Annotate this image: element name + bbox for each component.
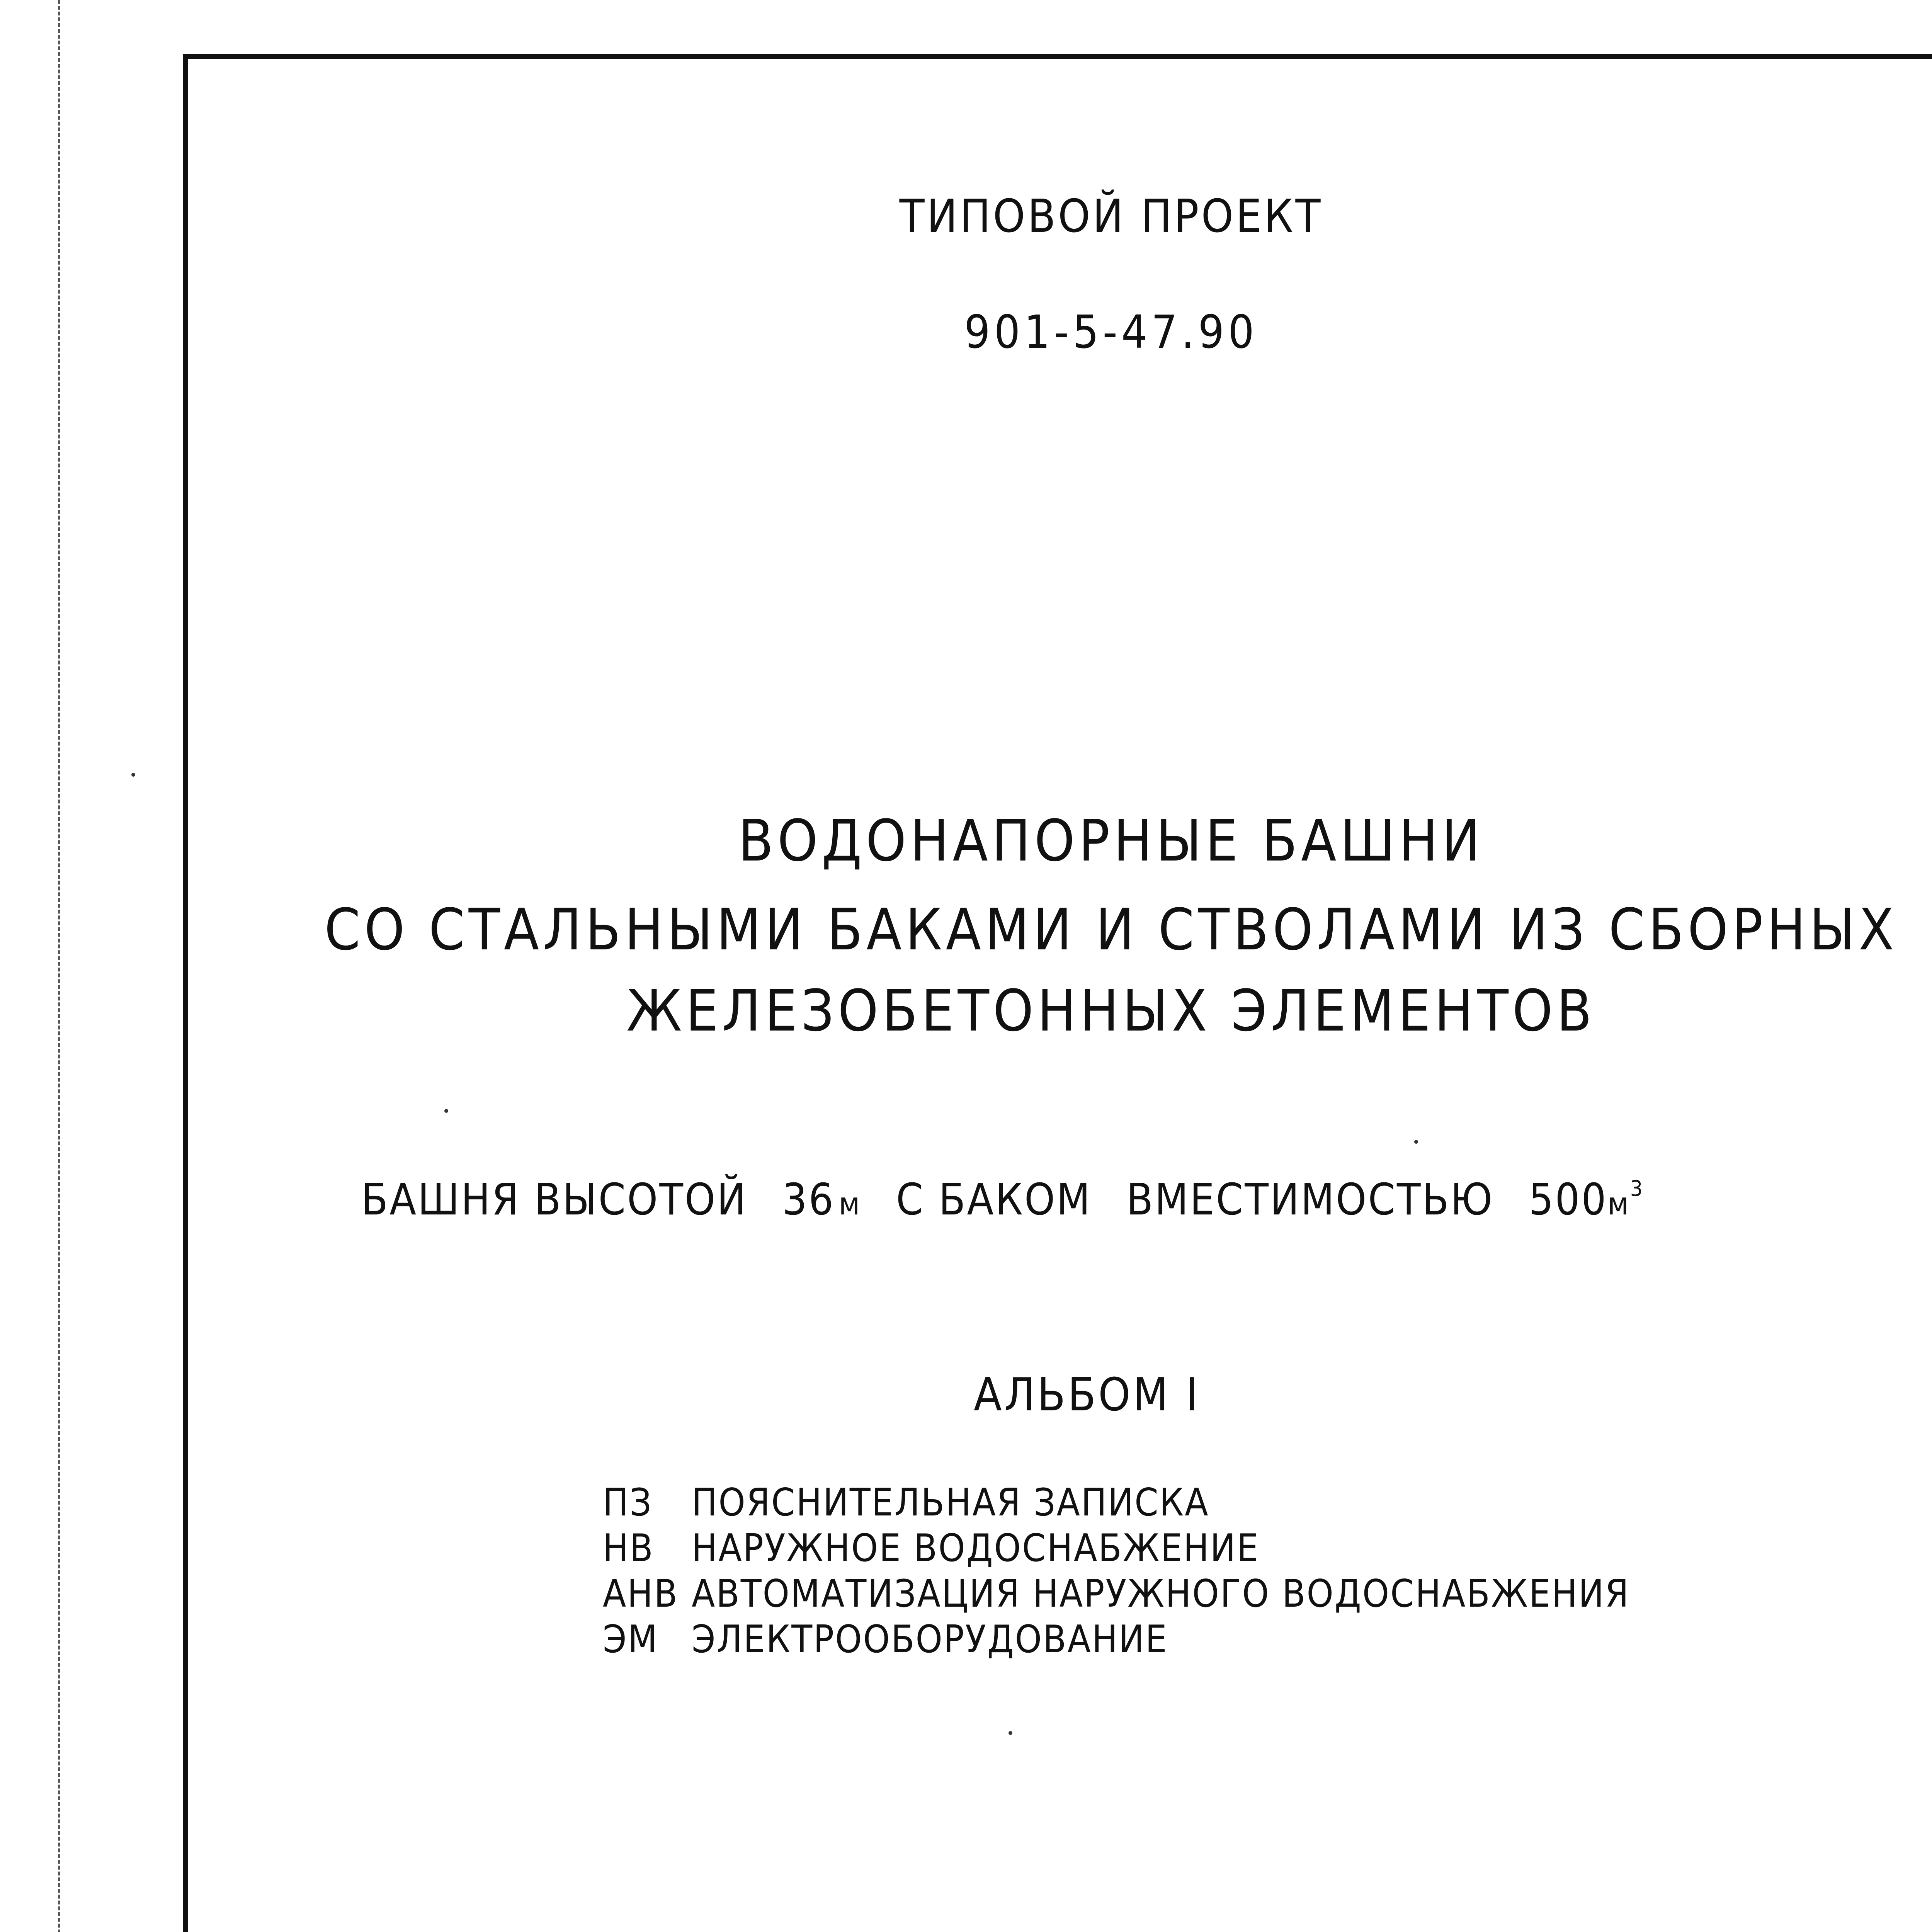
scan-speck [131, 773, 135, 777]
scan-speck [1414, 1140, 1418, 1144]
project-number: 901-5-47.90 [964, 305, 1258, 359]
tower-capacity-unit-exponent: 3 [1630, 1176, 1644, 1201]
tower-capacity-value: 500 [1529, 1175, 1608, 1225]
contents-item-code: ЭМ [603, 1617, 658, 1662]
title-line-3: ЖЕЛЕЗОБЕТОННЫХ ЭЛЕМЕНТОВ [626, 978, 1596, 1044]
contents-item [603, 1571, 1630, 1617]
contents-item-code: АНВ [603, 1572, 679, 1616]
contents-list [603, 1480, 1630, 1662]
tower-capacity-unit: м [1607, 1186, 1630, 1222]
tower-capacity-text: ВМЕСТИМОСТЬЮ [1126, 1175, 1494, 1225]
album-label: АЛЬБОМ I [974, 1368, 1201, 1421]
tower-tank-text: С БАКОМ [896, 1175, 1092, 1225]
title-line-1: ВОДОНАПОРНЫЕ БАШНИ [738, 808, 1484, 874]
contents-item-text: АВТОМАТИЗАЦИЯ НАРУЖНОГО ВОДОСНАБЖЕНИЯ [692, 1572, 1630, 1616]
contents-item-text: ПОЯСНИТЕЛЬНАЯ ЗАПИСКА [692, 1481, 1209, 1525]
title-line-2: СО СТАЛЬНЫМИ БАКАМИ И СТВОЛАМИ ИЗ СБОРНЫХ [324, 896, 1898, 963]
contents-item-text: ЭЛЕКТРООБОРУДОВАНИЕ [692, 1617, 1168, 1662]
sheet-perforation-left [58, 0, 63, 1932]
project-label: ТИПОВОЙ ПРОЕКТ [899, 189, 1323, 243]
contents-item-code: ПЗ [603, 1481, 653, 1525]
tower-height-unit: м [838, 1186, 861, 1222]
contents-item [603, 1617, 1630, 1662]
tower-height-value: 36 [782, 1175, 835, 1225]
tower-prefix: БАШНЯ ВЫСОТОЙ [361, 1175, 748, 1225]
scan-speck [444, 1109, 448, 1113]
scan-speck [1009, 1731, 1012, 1735]
contents-item-text: НАРУЖНОЕ ВОДОСНАБЖЕНИЕ [692, 1526, 1260, 1570]
contents-item [603, 1480, 1630, 1526]
tower-description [361, 1175, 1644, 1225]
contents-item [603, 1526, 1630, 1571]
contents-item-code: НВ [603, 1526, 654, 1570]
